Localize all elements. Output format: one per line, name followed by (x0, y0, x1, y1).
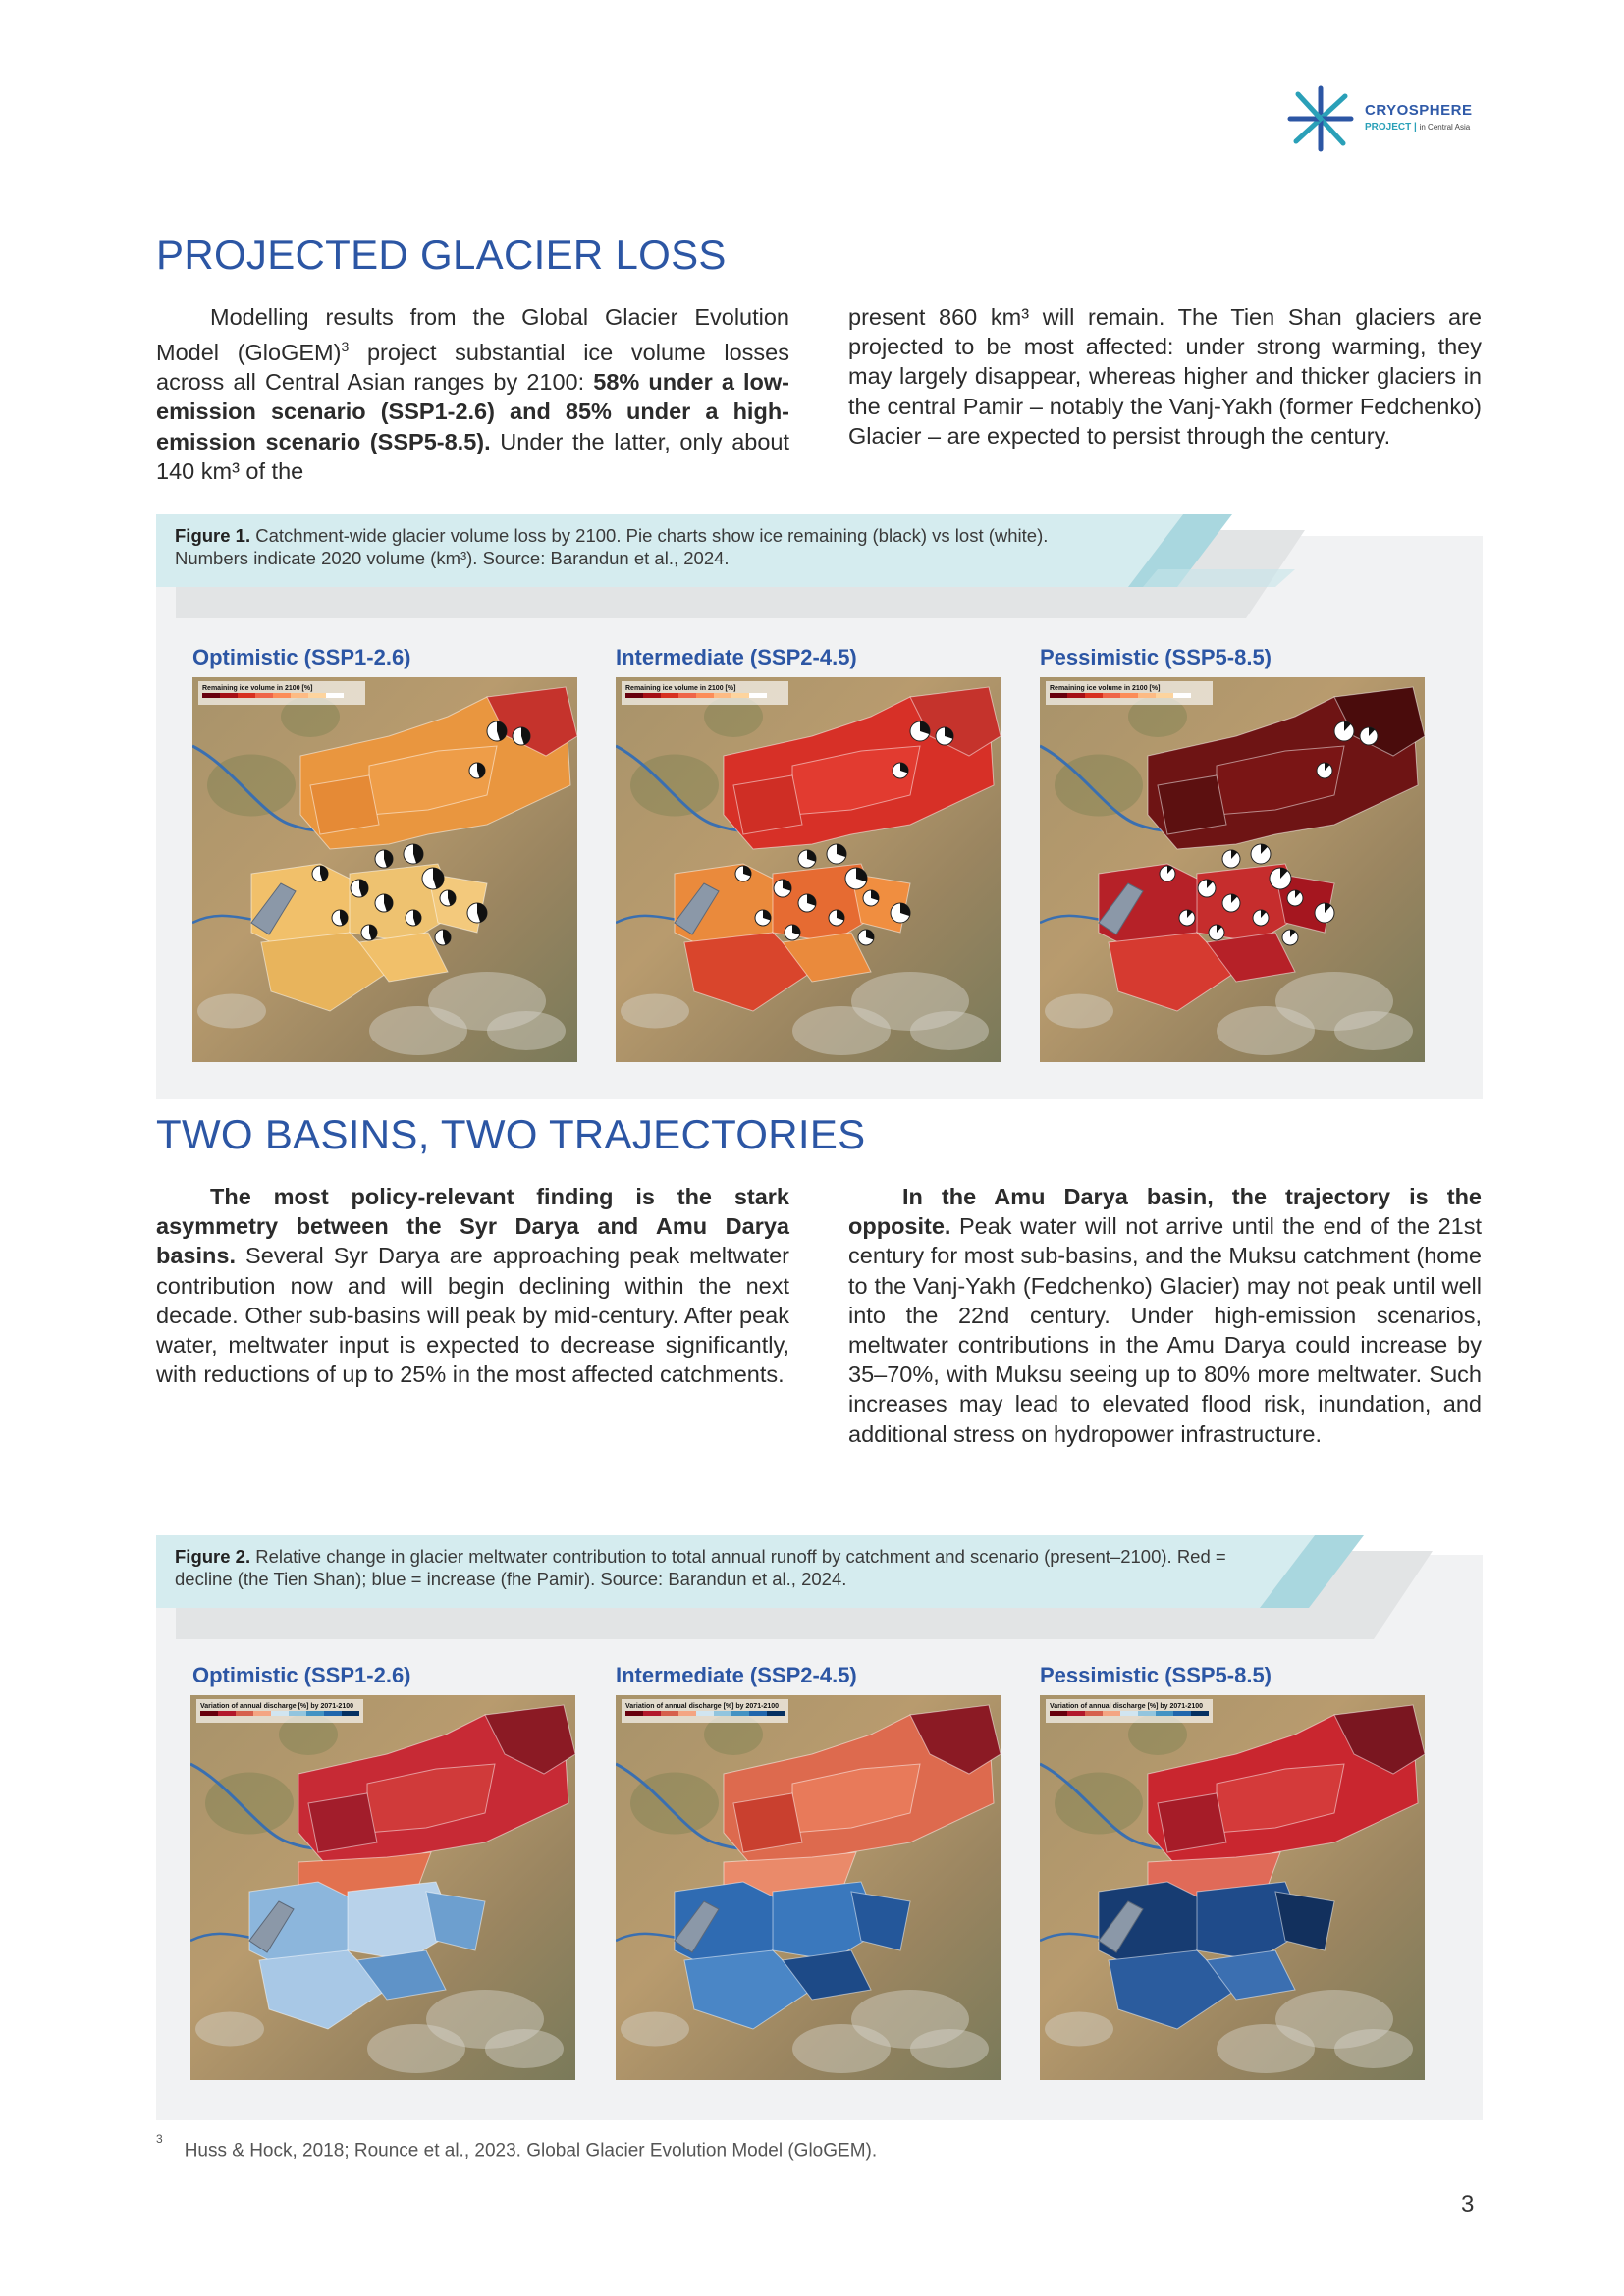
map-legend-title: Variation of annual discharge [%] by 2071-2100 (1050, 1703, 1203, 1710)
bold-text: In the Amu Darya basin, the trajectory is the opposite. (848, 1184, 1482, 1240)
logo-region: in Central Asia (1419, 123, 1471, 132)
section1-left-column (156, 302, 789, 486)
figure2-caption (175, 1545, 1265, 1590)
section-heading-glacier-loss: PROJECTED GLACIER LOSS (156, 232, 727, 278)
text-span: Modelling results from the Global Glacier Evolution Model (GloGEM) (156, 304, 789, 366)
snowflake-logo-icon (1286, 84, 1355, 153)
fig1-scenario-title-pessimistic: Pessimistic (SSP5-8.5) (1040, 645, 1272, 669)
section2-right-paragraph (848, 1182, 1482, 1449)
cryosphere-logo (1286, 84, 1483, 153)
fig2-map-intermediate (616, 1695, 1001, 2080)
fig1-map-pessimistic (1040, 677, 1425, 1062)
fig1-scenario-title-intermediate: Intermediate (SSP2-4.5) (616, 645, 857, 669)
map-image (616, 1695, 1001, 2080)
fig2-map-optimistic (190, 1695, 575, 2080)
footnote-number: 3 (156, 2132, 163, 2146)
text-span: Under the latter, only about 140 km³ of the (156, 428, 789, 484)
section1-left-paragraph (156, 302, 789, 486)
fig1-map-intermediate (616, 677, 1001, 1062)
fig2-scenario-title-pessimistic: Pessimistic (SSP5-8.5) (1040, 1663, 1272, 1687)
footnote-ref: 3 (341, 339, 350, 355)
fig2-map-pessimistic (1040, 1695, 1425, 2080)
fig2-scenario-title-intermediate: Intermediate (SSP2-4.5) (616, 1663, 857, 1687)
figure1-caption (175, 524, 1117, 569)
logo-project: PROJECT (1365, 122, 1412, 133)
section1-right-paragraph: present 860 km³ will remain. The Tien Shan glaciers are projected to be most affected: under strong warming, they may largely disappear, whereas higher and thicker glaciers in the central Pamir – notably the Vanj-Yakh (former Fedchenko) Glacier – are expected to persist through the century. (848, 304, 1482, 449)
fig2-scenario-title-optimistic: Optimistic (SSP1-2.6) (192, 1663, 411, 1687)
footnote-text: Huss & Hock, 2018; Rounce et al., 2023. Global Glacier Evolution Model (GloGEM). (184, 2140, 878, 2162)
logo-subtitle: PROJECT | in Central Asia (1365, 122, 1471, 133)
figure2-caption-text: Relative change in glacier meltwater contribution to total annual runoff by catchment and scenario (present–2100). Red = decline (the Tien Shan); blue = increase (fhe Pamir). Source: Barandun et al., 2024. (175, 1546, 1226, 1589)
fig1-map-optimistic (192, 677, 577, 1062)
section2-left-paragraph (156, 1182, 789, 1389)
map-image (192, 677, 577, 1062)
footnote (156, 2132, 878, 2162)
logo-title: CRYOSPHERE (1365, 102, 1473, 119)
text-span: Peak water will not arrive until the end of the 21st century for most sub-basins, and the Muksu catchment (home to the Vanj-Yakh (Fedchenko) Glacier) may not peak until well into the 22nd century. Under high-emission scenarios, meltwater contributions in the Amu Darya could increase by 35–70%, with Muksu seeing up to 80% more meltwater. Such increases may lead to elevated flood risk, inundation, and additional stress on hydropower infrastructure. (848, 1213, 1482, 1447)
map-image (1040, 677, 1425, 1062)
map-legend-title: Remaining ice volume in 2100 [%] (625, 685, 736, 692)
page-number: 3 (1461, 2191, 1475, 2217)
figure2-label: Figure 2. (175, 1546, 251, 1567)
figure1-caption-text: Catchment-wide glacier volume loss by 2100. Pie charts show ice remaining (black) vs lost (white). Numbers indicate 2020 volume (km³). Source: Barandun et al., 2024. (175, 525, 1049, 568)
text-span: Several Syr Darya are approaching peak meltwater contribution now and will begin declining within the next decade. Other sub-basins will peak by mid-century. After peak water, meltwater input is expected to decrease significantly, with reductions of up to 25% in the most affected catchments. (156, 1243, 789, 1388)
section2-left-column (156, 1182, 789, 1389)
map-image (1040, 1695, 1425, 2080)
map-image (616, 677, 1001, 1062)
bold-text: The most policy-relevant finding is the stark asymmetry between the Syr Darya and Amu Darya basins. (156, 1184, 789, 1269)
map-legend-title: Variation of annual discharge [%] by 2071-2100 (625, 1703, 779, 1710)
text-span: project substantial ice volume losses across all Central Asian ranges by 2100: (156, 340, 789, 396)
map-legend-title: Remaining ice volume in 2100 [%] (1050, 685, 1161, 692)
map-image (190, 1695, 575, 2080)
fig1-scenario-title-optimistic: Optimistic (SSP1-2.6) (192, 645, 411, 669)
section1-right-column (848, 302, 1482, 451)
map-legend-title: Remaining ice volume in 2100 [%] (202, 685, 313, 692)
section2-right-column (848, 1182, 1482, 1449)
map-legend-title: Variation of annual discharge [%] by 2071-2100 (200, 1703, 353, 1710)
section-heading-two-basins: TWO BASINS, TWO TRAJECTORIES (156, 1111, 866, 1157)
bold-text: 58% under a low-emission scenario (SSP1-2.6) and 85% under a high-emission scenario (SSP5-8.5). (156, 369, 790, 454)
figure1-label: Figure 1. (175, 525, 251, 546)
